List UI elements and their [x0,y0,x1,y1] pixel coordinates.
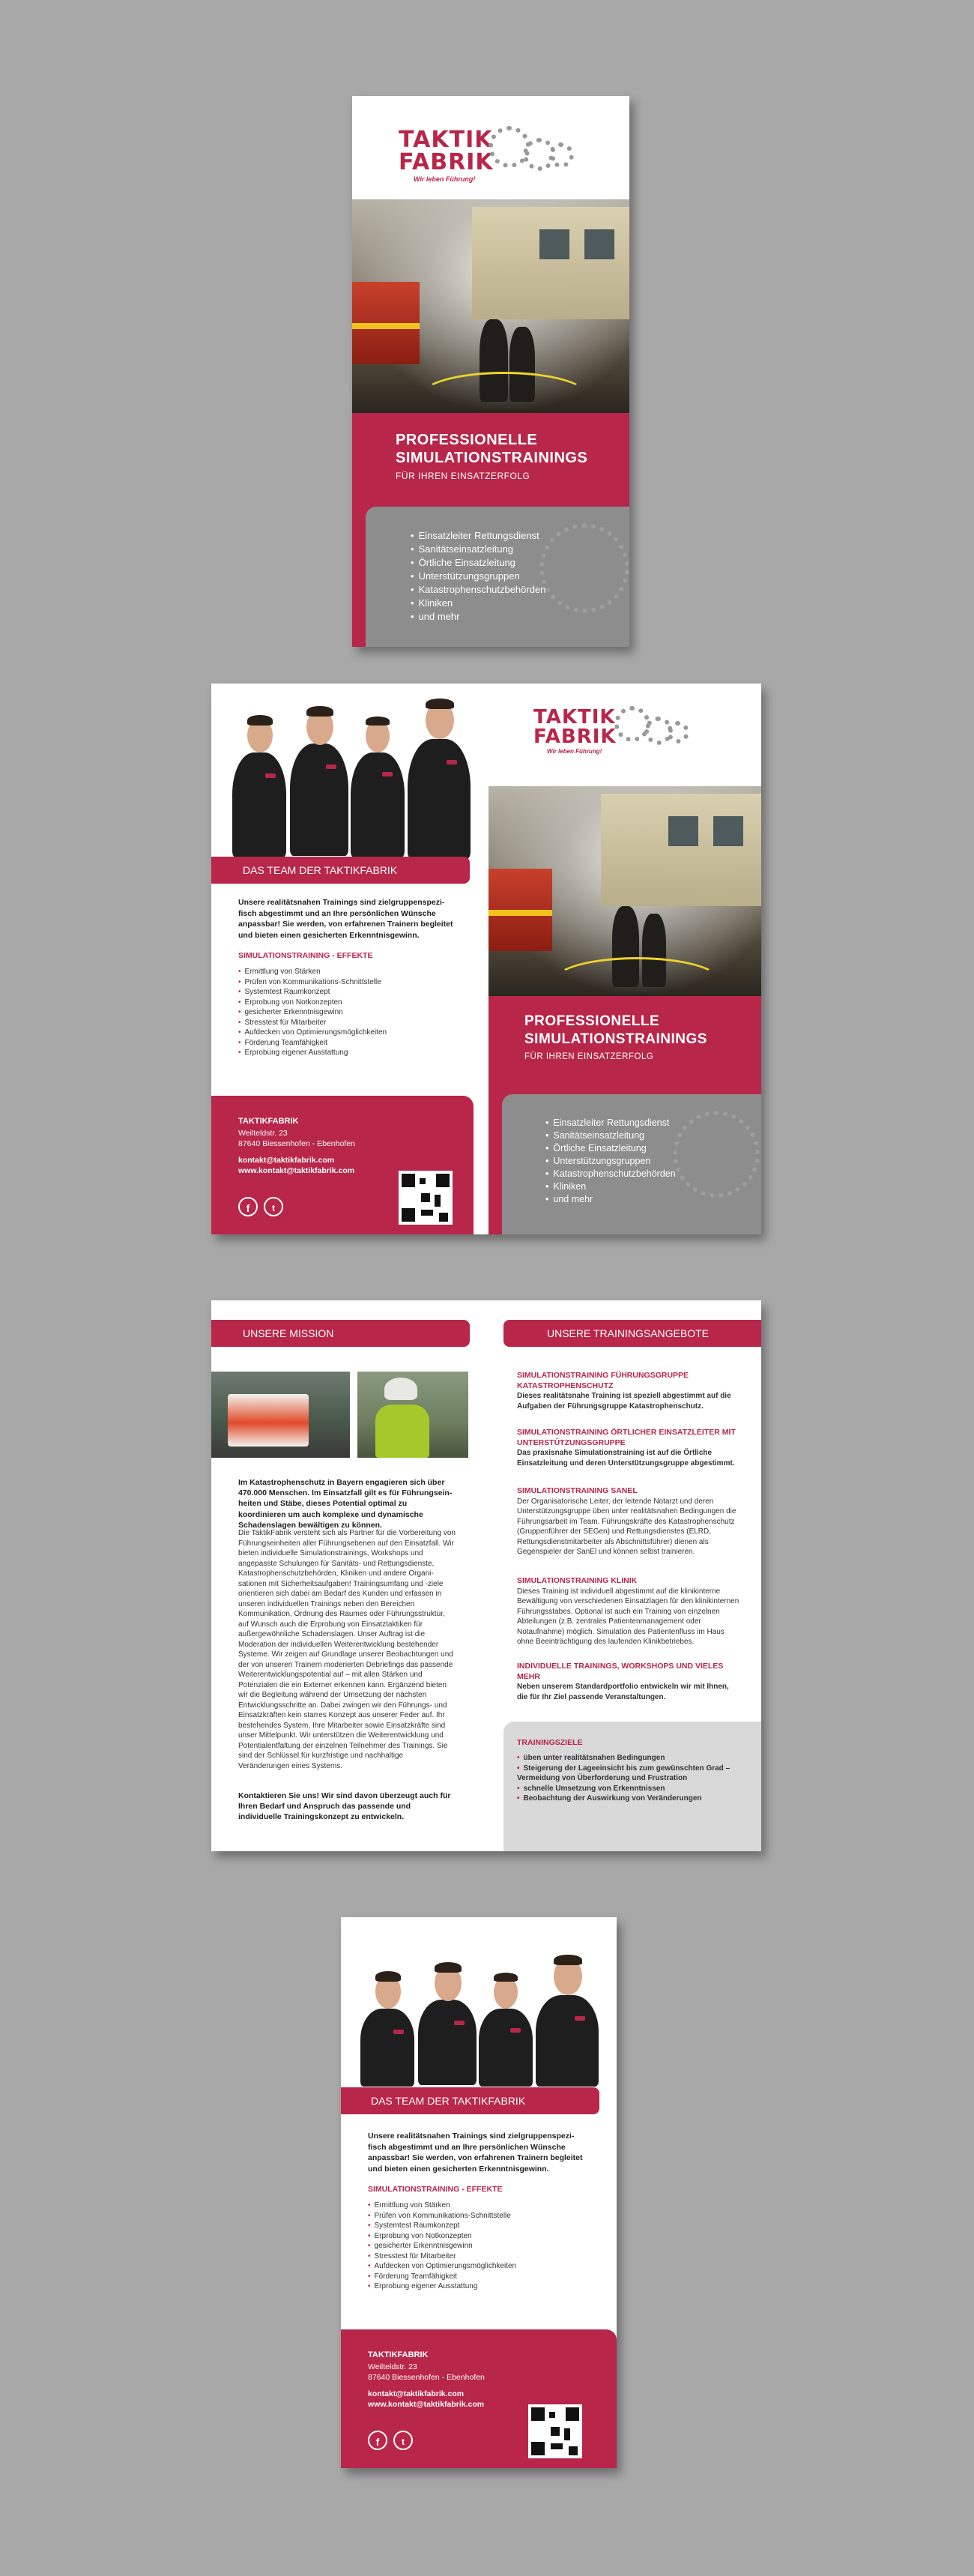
mission-intro: Im Katastrophenschutz in Bayern engagieren sich über 470.000 Menschen. Im Einsatzfall gilt es für Führungseinheiten und Stäbe, dieses Potential optimal zu koordinieren um auch komplexe und dynamische Schadenslagen bewältigen zu können. [238,1478,453,1530]
cover-headline-2: SIMULATIONSTRAININGS [396,450,588,466]
offer-block [517,1371,742,1411]
effect-item: • Förderung Teamfähigkeit [238,1038,387,1049]
effect-item: • Erprobung von Notkonzepten [238,998,387,1008]
audience-item: • Unterstützungsgruppen [411,570,545,583]
gear-icon [548,142,574,168]
team-title: DAS TEAM DER TAKTIKFABRIK [243,864,398,876]
cover-headline-1: PROFESSIONELLE [524,1013,660,1029]
audience-item: • und mehr [545,1193,676,1206]
effect-item: • Systemtest Raumkonzept [238,987,387,998]
mission-title: UNSERE MISSION [243,1327,334,1339]
twitter-icon[interactable]: t [393,2431,413,2450]
mission-body: Die TaktikFabrik versteht sich als Partner für die Vorbereitung von Führungseinheiten aller Führungsebenen auf den Einsatzfall. Wir bieten individuelle Simulationstrainings, Workshops und angepasste Schulungen für Sanitäts- und Rettungsdienste, Katastrophenschutzbehörden, Kliniken und andere Organisationen mit Sicherheitsaufgaben! Trainingsumfang und -ziele orientieren sich dabei am Bedarf des Kunden und erfassen in unseren individuellen Trainings neben den Bereichen Kommunikation, Ordnung des Raumes oder Führungsstruktur, auf Wunsch auch die Erprobung von Einsatztaktiken für außergewöhnliche Schadenslagen. Unser Auftrag ist die Moderation der individuellen Weiterentwicklung bestehender Systeme. Wir zeigen auf Grundlage unserer Beobachtungen und der von unseren Trainern moderierten Debriefings das passende Weiterentwicklungspotential auf – mit allen Stärken und Potenzialen die ein Externer erkennen kann. Ergänzend bieten wir die Begleitung während der Umsetzung der nächsten Entwicklungsschritte an. Dabei zwingen wir den Führungs- und Einsatzkräften kein starres Konzept aus unserer Feder auf. Ihr bestehendes System, Ihre Mitarbeiter sowie Einsatzkräfte sind unser Mittelpunkt. Wir unterstützen die Weiterentwicklung und Potentialentfaltung der einzelnen Teilnehmer des Trainings. Sie sind der Schlüssel für kurzfristige und nachhaltige Veränderungen eines Systems. [238,1529,456,1770]
offer-text: Das praxisnahe Simulationstraining ist auf die Örtliche Einsatzleitung und deren Unterstützungsgruppe abgestimmt. [517,1449,735,1468]
logo-word-taktik: TAKTIK [533,706,616,729]
contact-email[interactable]: kontakt@taktikfabrik.com [238,1156,335,1165]
audience-item: • Örtliche Einsatzleitung [545,1142,676,1155]
offer-heading: SIMULATIONSTRAINING KLINIK [517,1576,638,1585]
effect-item: • Aufdecken von Optimierungsmöglichkeiten [368,2261,516,2272]
cover-subline: FÜR IHREN EINSATZERFOLG [396,471,530,481]
team-title-bar [341,2087,599,2114]
contact-company: TAKTIKFABRIK [368,2350,429,2359]
flyer-inside-spread [211,1300,761,1851]
facebook-icon[interactable]: f [368,2431,387,2450]
contact-city: 87640 Biessenhofen - Ebenhofen [368,2373,485,2382]
team-photo [211,684,488,852]
firefighters-photo [352,199,629,413]
audience-item: • Einsatzleiter Rettungsdienst [545,1117,676,1129]
audience-item: • und mehr [411,610,545,624]
team-title-bar [211,857,470,884]
team-intro: Unsere realitätsnahen Trainings sind zielgruppenspezifisch abgestimmt und an Ihre persönlichen Wünsche anpassbar! Sie werden, von erfahrenen Trainern begleitet und bieten einen gesicherten Erkenntnisgewinn. [368,2132,583,2174]
cover-audience-list [545,1117,676,1206]
offers-title: UNSERE TRAININGSANGEBOTE [547,1327,710,1339]
effect-item: • Ermittlung von Stärken [238,967,387,977]
offer-block [517,1576,742,1647]
cover-headline-1: PROFESSIONELLE [396,432,538,448]
offer-text: Der Organisatorische Leiter, der leitende Notarzt und deren Unterstützungsgruppe üben unter realitätsnahen Bedingungen die Führungsarbeit im Team. Führungskräfte des Katastrophenschutz (Gruppenführer der SEGen) und Rettungsdienstes (ELRD, Rettungsdienstmitarbeiter als Abschnittsführer) dienen als Gegenspieler der SanEl und können selbst trainieren. [517,1497,736,1557]
offer-text: Dieses Training ist individuell abgestimmt auf die klinikinterne Bewältigung von verschiedenen Einsatzlagen für den klinikinternen Führungsstabes. Optional ist auch ein Training von einzelnen Abteilungen (z.B. zentrales Patientenmanagement oder Notaufnahme) möglich. Simulation des Patientenfluss im Haus ohne Beeinträchtigung des laufenden Klinikbetriebes. [517,1587,739,1647]
goals-list [517,1753,734,1804]
cover-headline-2: SIMULATIONSTRAININGS [524,1031,707,1047]
logo-word-fabrik: FABRIK [533,726,617,748]
offers-title-bar [503,1320,761,1347]
effect-item: • Ermittlung von Stärken [368,2201,516,2211]
audience-item: • Unterstützungsgruppen [545,1155,676,1168]
effects-list [238,967,387,1058]
audience-item: • Örtliche Einsatzleitung [411,556,545,570]
brand-logo [533,708,617,755]
logo-tagline: Wir leben Führung! [547,748,602,755]
paramedic-photo [357,1372,468,1458]
cover-subline: FÜR IHREN EINSATZERFOLG [524,1052,654,1061]
audience-item: • Kliniken [411,597,545,610]
audience-item: • Kliniken [545,1180,676,1193]
flyer-cover-panel [352,96,629,647]
offer-block [517,1486,742,1557]
offer-heading: SIMULATIONSTRAINING ÖRTLICHER EINSATZLEITER MIT UNTERSTÜTZUNGSGRUPPE [517,1428,736,1447]
contact-street: Weilteldstr. 23 [368,2362,417,2371]
ambulance-photo [211,1372,350,1458]
effect-item: • Erprobung von Notkonzepten [368,2231,516,2242]
goal-item: • schnelle Umsetzung von Erkenntnissen [517,1784,734,1794]
offer-heading: SIMULATIONSTRAINING SANEL [517,1486,638,1495]
goals-heading: TRAININGSZIELE [517,1738,583,1747]
contact-web[interactable]: www.kontakt@taktikfabrik.com [368,2400,485,2409]
effect-item: • gesicherter Erkenntnisgewinn [238,1007,387,1018]
team-intro: Unsere realitätsnahen Trainings sind zielgruppenspezifisch abgestimmt und an Ihre persönlichen Wünsche anpassbar! Sie werden, von erfahrenen Trainern begleitet und bieten einen gesicherten Erkenntnisgewinn. [238,898,453,941]
effects-heading: SIMULATIONSTRAINING - EFFEKTE [368,2185,503,2194]
contact-company: TAKTIKFABRIK [238,1117,299,1126]
mission-closing: Kontaktieren Sie uns! Wir sind davon überzeugt auch für Ihren Bedarf und Anspruch das passende und individuelle Trainingskonzept zu entwickeln. [238,1791,451,1822]
contact-street: Weilteldstr. 23 [238,1129,288,1138]
effect-item: • Stresstest für Mitarbeiter [368,2251,516,2262]
offer-text: Dieses realitätsnahe Training ist speziell abgestimmt auf die Aufgaben der Führungsgruppe Katastrophenschutz. [517,1392,731,1411]
flyer-outside-spread [211,684,761,1234]
offer-heading: SIMULATIONSTRAINING FÜHRUNGSGRUPPE KATASTROPHENSCHUTZ [517,1371,689,1390]
contact-web[interactable]: www.kontakt@taktikfabrik.com [238,1166,355,1175]
gear-icon [539,523,629,613]
team-title: DAS TEAM DER TAKTIKFABRIK [371,2095,526,2107]
qr-code[interactable] [528,2404,582,2458]
contact-city: 87640 Biessenhofen - Ebenhofen [238,1139,355,1148]
audience-item: • Katastrophenschutzbehörden [545,1168,676,1180]
cover-audience-list [411,529,545,624]
effect-item: • Stresstest für Mitarbeiter [238,1018,387,1028]
offer-heading: INDIVIDUELLE TRAININGS, WORKSHOPS UND VIELES MEHR [517,1662,724,1681]
effects-heading: SIMULATIONSTRAINING - EFFEKTE [238,951,373,960]
effect-item: • gesicherter Erkenntnisgewinn [368,2241,516,2251]
goal-item: • Beobachtung der Auswirkung von Veränderungen [517,1794,734,1804]
gear-icon [673,1111,760,1198]
logo-word-taktik: TAKTIK [399,127,493,153]
offer-text: Neben unserem Standardportfolio entwickeln wir mit Ihnen, die für Ihr Ziel passende Veranstaltungen. [517,1683,729,1701]
goal-item: • üben unter realitätsnahen Bedingungen [517,1753,734,1764]
mission-title-bar [211,1320,470,1347]
audience-item: • Sanitätseinsatzleitung [545,1129,676,1142]
effect-item: • Prüfen von Kommunikations-Schnittstelle [238,977,387,988]
facebook-icon[interactable]: f [238,1197,258,1216]
effect-item: • Förderung Teamfähigkeit [368,2272,516,2282]
logo-word-fabrik: FABRIK [399,149,494,175]
audience-item: • Sanitätseinsatzleitung [411,543,545,556]
offer-block [517,1662,742,1702]
effect-item: • Erprobung eigener Ausstattung [238,1048,387,1058]
effect-item: • Erprobung eigener Ausstattung [368,2281,516,2292]
logo-tagline: Wir leben Führung! [414,175,476,183]
contact-email[interactable]: kontakt@taktikfabrik.com [368,2389,465,2398]
effect-item: • Aufdecken von Optimierungsmöglichkeiten [238,1028,387,1038]
team-photo [341,1917,617,2086]
audience-item: • Katastrophenschutzbehörden [411,583,545,597]
goal-item: • Steigerung der Lageeinsicht bis zum gewünschten Grad – Vermeidung von Überforderung und Frustration [517,1764,734,1784]
flyer-back-panel [341,1917,617,2468]
gear-icon [667,721,689,743]
effect-item: • Systemtest Raumkonzept [368,2221,516,2231]
offer-block [517,1428,742,1468]
twitter-icon[interactable]: t [264,1197,283,1216]
qr-code[interactable] [399,1171,453,1225]
effect-item: • Prüfen von Kommunikations-Schnittstelle [368,2211,516,2221]
effects-list [368,2201,516,2292]
brand-logo [399,129,494,183]
audience-item: • Einsatzleiter Rettungsdienst [411,529,545,543]
firefighters-photo [488,786,761,996]
